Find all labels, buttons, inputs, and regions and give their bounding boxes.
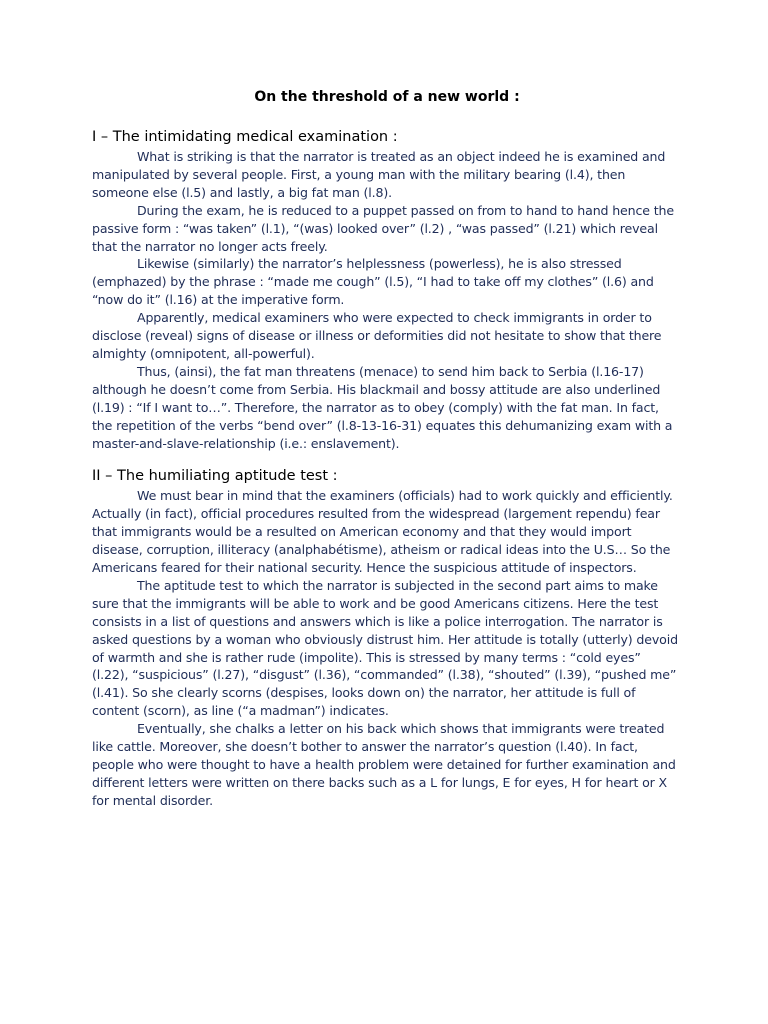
paragraph: Apparently, medical examiners who were expected to check immigrants in order to disclose (reveal) signs of disease or illness or deformities did not hesitate to show that there almighty (omnipotent, all-powerful).	[92, 310, 662, 361]
paragraph: The aptitude test to which the narrator is subjected in the second part aims to make sure that the immigrants will be able to work and be good Americans citizens. Here the test consists in a list of questions and answers which is like a police interrogation. The narrator is asked questions by a woman who obviously distrust him. Her attitude is totally (utterly) devoid of warmth and she is rather rude (impolite). This is stressed by many terms : “cold eyes” (l.22), “suspicious” (l.27), “disgust” (l.36), “commanded” (l.38), “shouted” (l.39), “pushed me” (l.41). So she clearly scorns (despises, looks down on) the narrator, her attitude is full of content (scorn), as line (“a madman”) indicates.	[92, 577, 678, 719]
paragraph: What is striking is that the narrator is treated as an object indeed he is examined and manipulated by several people. First, a young man with the military bearing (l.4), then someone else (l.5) and lastly, a big fat man (l.8).	[92, 149, 666, 200]
section-heading: I – The intimidating medical examination :	[92, 129, 398, 145]
paragraph: Thus, (ainsi), the fat man threatens (menace) to send him back to Serbia (l.16-17) although he doesn’t come from Serbia. His blackmail and bossy attitude are also underlined (l.19) : “If I want to…”. Therefore, the narrator as to obey (comply) with the fat man. In fact, the repetition of the verbs “bend over” (l.8-13-16-31) equates this dehumanizing exam with a master-and-slave-relationship (i.e.: enslavement).	[92, 363, 673, 451]
section-medical-examination	[92, 128, 678, 452]
paragraph: During the exam, he is reduced to a puppet passed on from to hand to hand hence the passive form : “was taken” (l.1), “(was) looked over” (l.2) , “was passed” (l.21) which reveal that the narrator no longer acts freely.	[92, 202, 674, 254]
paragraph: Eventually, she chalks a letter on his back which shows that immigrants were treated like cattle. Moreover, she doesn’t bother to answer the narrator’s question (l.40). In fact, people who were thought to have a health problem were detained for further examination and different letters were written on there backs such as a L for lungs, E for eyes, H for heart or X for mental disorder.	[92, 721, 676, 808]
section-aptitude-test	[92, 467, 678, 809]
section-heading: II – The humiliating aptitude test :	[92, 468, 338, 485]
document-title: On the threshold of a new world :	[254, 89, 520, 105]
paragraph: We must bear in mind that the examiners (officials) had to work quickly and efficiently. Actually (in fact), official procedures resulted from the widespread (largement rependu) fear that immigrants would be a resulted on American economy and that they would import disease, corruption, illiteracy (analphabétisme), atheism or radical ideas into the U.S… So the Americans feared for their national security. Hence the suspicious attitude of inspectors.	[92, 488, 673, 576]
paragraph: Likewise (similarly) the narrator’s helplessness (powerless), he is also stressed (emphazed) by the phrase : “made me cough” (l.5), “I had to take off my clothes” (l.6) and “now do it” (l.16) at the imperative form.	[92, 256, 654, 308]
